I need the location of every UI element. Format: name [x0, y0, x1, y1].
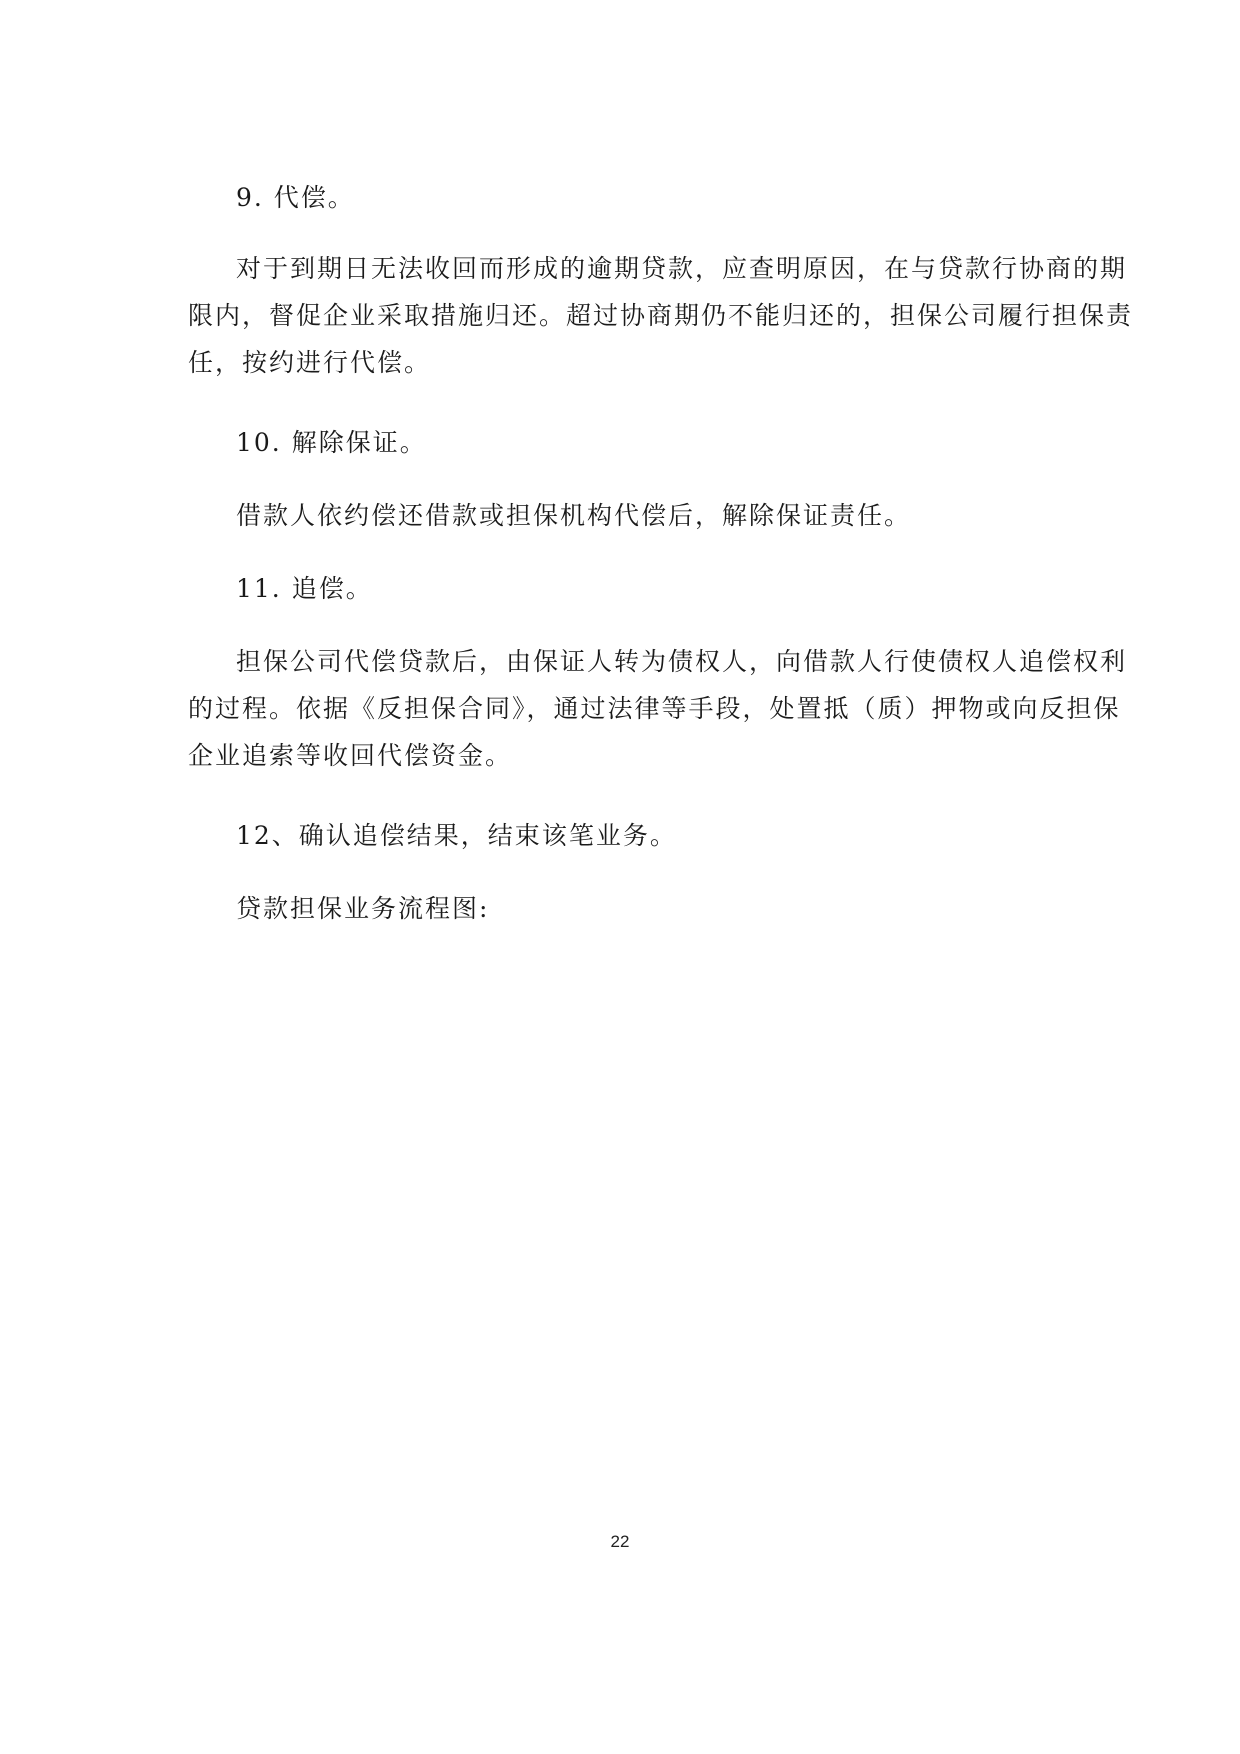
section-10-heading: 10. 解除保证。: [236, 428, 427, 457]
section-10-body-line-1: 借款人依约偿还借款或担保机构代偿后，解除保证责任。: [236, 501, 912, 530]
section-9-body-line-2: 限内，督促企业采取措施归还。超过协商期仍不能归还的，担保公司履行担保责: [188, 301, 1134, 330]
section-11-body-line-1: 担保公司代偿贷款后，由保证人转为债权人，向借款人行使债权人追偿权利: [236, 647, 1128, 676]
section-9-body-line-3: 任，按约进行代偿。: [188, 348, 432, 377]
section-9-heading: 9. 代偿。: [236, 183, 355, 212]
section-12-heading: 12、确认追偿结果，结束该笔业务。: [236, 821, 677, 850]
section-9-body-line-1: 对于到期日无法收回而形成的逾期贷款，应查明原因，在与贷款行协商的期: [236, 254, 1128, 283]
page-number: 22: [610, 1532, 630, 1551]
section-11-body-line-2: 的过程。依据《反担保合同》，通过法律等手段，处置抵（质）押物或向反担保: [188, 694, 1121, 723]
flowchart-caption: 贷款担保业务流程图:: [236, 894, 490, 923]
section-11-heading: 11. 追偿。: [236, 574, 373, 603]
section-11-body-line-3: 企业追索等收回代偿资金。: [188, 741, 513, 770]
